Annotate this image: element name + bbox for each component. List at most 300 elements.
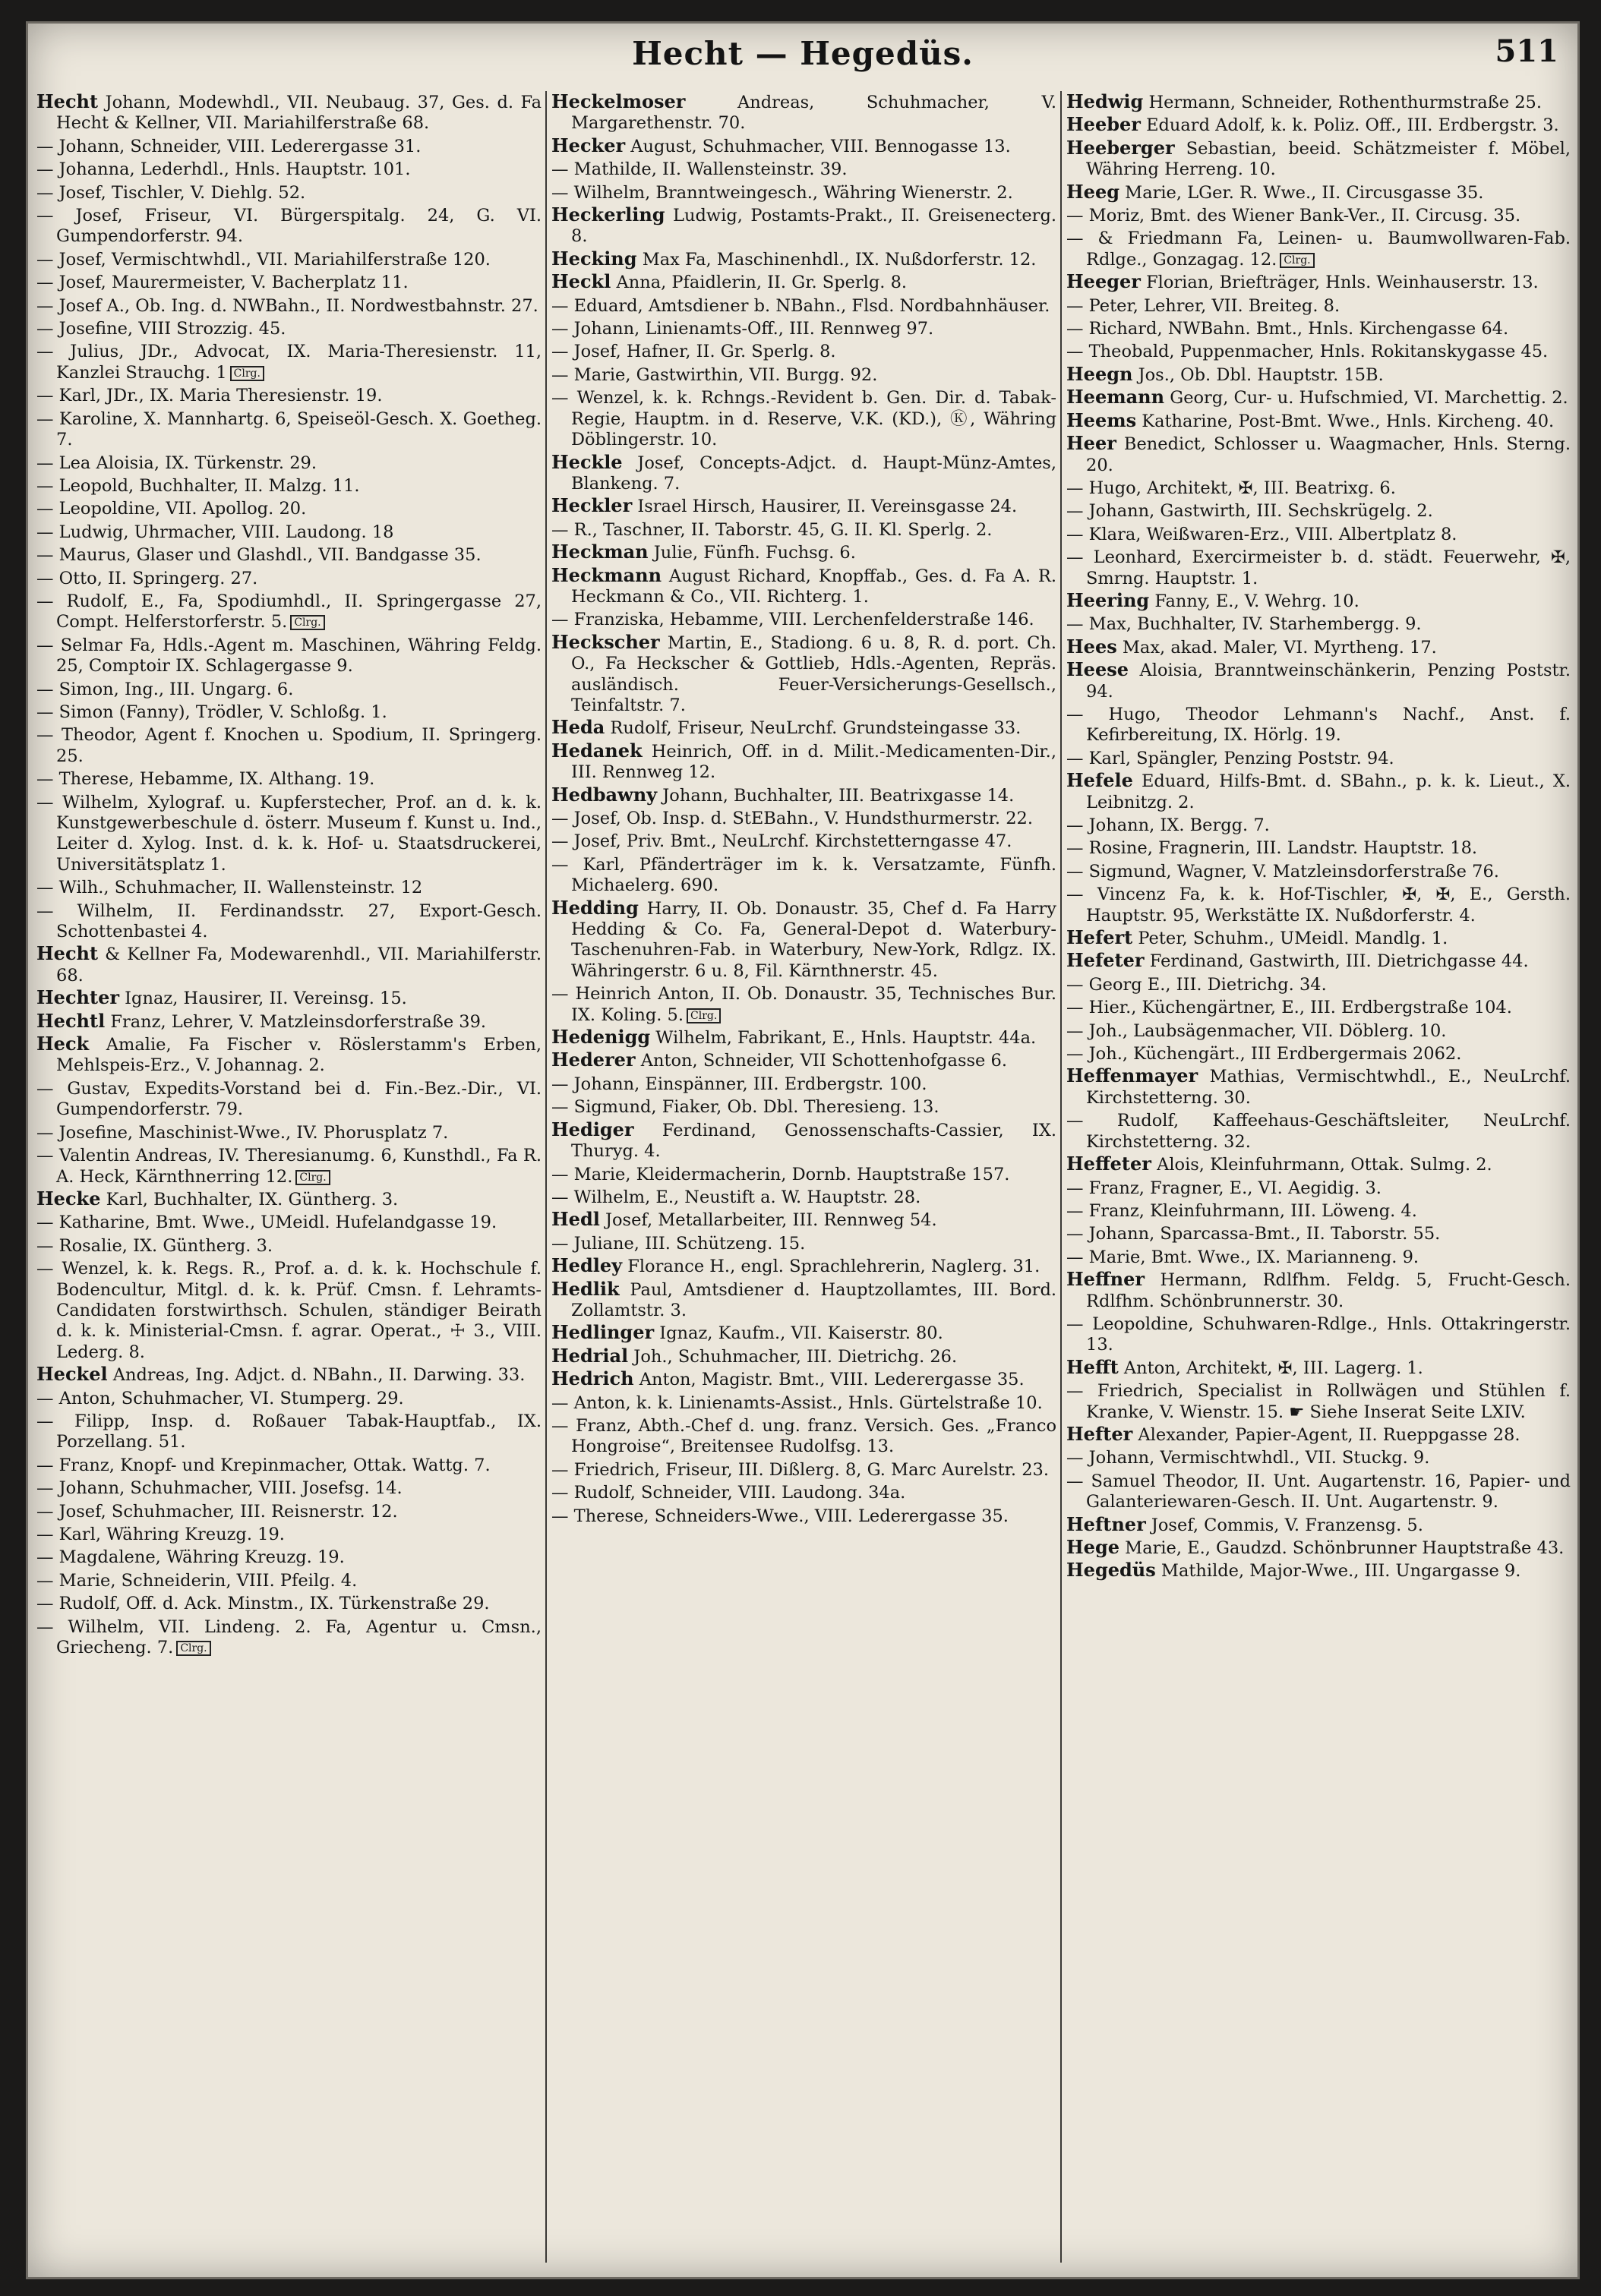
entry-text: — Josefine, Maschinist-Wwe., IV. Phorusplatz 7.	[36, 1122, 449, 1143]
entry-surname: Heckel	[36, 1363, 108, 1386]
directory-entry	[551, 271, 1056, 293]
entry-text: — Josefine, VIII Strozzig. 45.	[36, 319, 286, 339]
entry-text: — Marie, Gastwirthin, VII. Burgg. 92.	[551, 364, 878, 385]
directory-page	[26, 21, 1580, 2279]
entry-text: — Wilhelm, Xylograf. u. Kupferstecher, Prof. an d. k. k. Kunstgewerbeschule d. österr. Museum f. Kunst u. Ind., Leiter d. Xylog. Inst. d. k. k. Hof- u. Staatsdruckerei, Universitätsplatz 1.	[36, 792, 542, 875]
entry-surname: Hedding	[551, 896, 639, 919]
entry-text: Wilhelm, Fabrikant, E., Hnls. Hauptstr. 44a.	[650, 1028, 1037, 1049]
entry-surname: Heckman	[551, 541, 649, 563]
entry-text: — Vincenz Fa, k. k. Hof-Tischler, ✠, ✠, E., Gersth. Hauptstr. 95, Werkstätte IX. Nußdorferstr. 4.	[1066, 885, 1571, 926]
entry-text: — Leopoldine, VII. Apollog. 20.	[36, 499, 307, 519]
entry-text: — Rosalie, IX. Güntherg. 3.	[36, 1235, 273, 1256]
directory-entry	[1066, 927, 1571, 949]
directory-entry	[1066, 271, 1571, 293]
entry-text: — Josef, Ob. Insp. d. StEBahn., V. Hundsthurmerstr. 22.	[551, 809, 1033, 828]
entry-text: — Johann, Schneider, VIII. Lederergasse 31.	[36, 136, 422, 156]
entry-text: — Therese, Schneiders-Wwe., VIII. Lederergasse 35.	[551, 1506, 1009, 1526]
directory-entry	[1066, 1313, 1571, 1356]
directory-entry	[551, 158, 1056, 180]
directory-entry	[551, 1345, 1056, 1367]
clrg-badge: Clrg.	[295, 1170, 330, 1185]
entry-text: — Rudolf, E., Fa, Spodiumhdl., II. Springergasse 27, Compt. Helferstorferstr. 5.	[36, 591, 542, 632]
entry-surname: Hecke	[36, 1187, 101, 1210]
entry-surname: Hege	[1066, 1536, 1119, 1558]
entry-surname: Hedanek	[551, 739, 643, 762]
entry-surname: Hechter	[36, 986, 120, 1009]
entry-surname: Hefele	[1066, 769, 1133, 792]
column-3	[1066, 91, 1571, 2263]
entry-text: — Josef, Priv. Bmt., NeuLrchf. Kirchstetterngasse 47.	[551, 831, 1012, 852]
directory-entry	[36, 181, 542, 203]
entry-text: — & Friedmann Fa, Leinen- u. Baumwollwaren-Fab. Rdlge., Gonzagag. 12.	[1066, 229, 1571, 270]
clrg-badge: Clrg.	[230, 366, 264, 381]
entry-surname: Hecht	[36, 942, 99, 965]
entry-text: Florian, Briefträger, Hnls. Weinhauserstr. 13.	[1140, 273, 1539, 293]
entry-text: — Hier., Küchengärtner, E., III. Erdbergstraße 104.	[1066, 998, 1512, 1018]
directory-entry	[36, 701, 542, 723]
entry-text: — Franz, Fragner, E., VI. Aegidig. 3.	[1066, 1178, 1382, 1198]
entry-text: — Samuel Theodor, II. Unt. Augartenstr. 16, Papier- und Galanteriewaren-Gesch. II. Unt. Augartenstr. 9.	[1066, 1471, 1571, 1512]
directory-entry	[36, 768, 542, 790]
entry-text: — Wilh., Schuhmacher, II. Wallensteinstr. 12	[36, 878, 423, 898]
entry-surname: Heems	[1066, 408, 1137, 431]
directory-entry	[1066, 659, 1571, 702]
entry-surname: Hedrich	[551, 1367, 634, 1390]
entry-text: — Josef, Maurermeister, V. Bacherplatz 11.	[36, 273, 409, 293]
directory-entry	[1066, 1446, 1571, 1468]
entry-surname: Heckmann	[551, 563, 662, 586]
entry-surname: Heckle	[551, 450, 623, 473]
entry-text: — Josef, Hafner, II. Gr. Sperlg. 8.	[551, 342, 836, 362]
entry-text: Anton, Architekt, ✠, III. Lagerg. 1.	[1118, 1358, 1423, 1378]
entry-text: — Rudolf, Off. d. Ack. Minstm., IX. Türkenstraße 29.	[36, 1594, 490, 1614]
directory-entry	[1066, 814, 1571, 836]
directory-entry	[551, 1073, 1056, 1095]
columns	[36, 91, 1571, 2263]
entry-text: — Karl, Pfänderträger im k. k. Versatzamte, Fünfh. Michaelerg. 690.	[551, 854, 1056, 896]
entry-text: Aloisia, Branntweinschänkerin, Penzing Poststr. 94.	[1086, 661, 1571, 702]
entry-text: — Marie, Schneiderin, VIII. Pfeilg. 4.	[36, 1570, 358, 1591]
directory-entry	[1066, 181, 1571, 203]
directory-entry	[1066, 1109, 1571, 1153]
entry-text: Marie, E., Gaudzd. Schönbrunner Hauptstraße 43.	[1119, 1538, 1565, 1558]
entry-text: — Magdalene, Währing Kreuzg. 19.	[36, 1547, 345, 1568]
entry-text: Franz, Lehrer, V. Matzleinsdorferstraße 39.	[105, 1011, 487, 1032]
entry-text: — Karl, Spängler, Penzing Poststr. 94.	[1066, 748, 1394, 768]
entry-surname: Hecht	[36, 91, 99, 112]
entry-surname: Heeber	[1066, 113, 1141, 136]
entry-text: Benedict, Schlosser u. Waagmacher, Hnls. Sterng. 20.	[1086, 434, 1571, 475]
directory-entry	[36, 1011, 542, 1033]
directory-entry	[36, 1546, 542, 1568]
entry-text: — Marie, Kleidermacherin, Dornb. Hauptstraße 157.	[551, 1164, 1010, 1184]
directory-entry	[1066, 1153, 1571, 1175]
entry-text: — Max, Buchhalter, IV. Starhembergg. 9.	[1066, 614, 1422, 635]
entry-text: Eduard, Hilfs-Bmt. d. SBahn., p. k. k. Lieut., X. Leibnitzg. 2.	[1086, 771, 1571, 812]
directory-entry	[551, 204, 1056, 248]
entry-surname: Hedlik	[551, 1277, 620, 1300]
directory-entry	[1066, 747, 1571, 769]
entry-text: Florance H., engl. Sprachlehrerin, Naglerg. 31.	[622, 1257, 1040, 1277]
directory-entry	[551, 1255, 1056, 1277]
directory-entry	[36, 384, 542, 406]
directory-entry	[1066, 1177, 1571, 1199]
directory-entry	[551, 135, 1056, 157]
entry-surname: Heeg	[1066, 180, 1119, 203]
directory-entry	[1066, 433, 1571, 476]
directory-entry	[36, 91, 542, 134]
entry-text: — Wenzel, k. k. Regs. R., Prof. a. d. k. k. Hochschule f. Bodencultur, Mitgl. d. k. k. Prüf. Cmsn. f. Lehramts-Candidaten forstwirthsch. Schulen, ständiger Beirath d. k. k. Ministerial-Cmsn. f. agrar. Operat., ☩ 3., VIII. Lederg. 8.	[36, 1259, 542, 1362]
directory-entry	[36, 590, 542, 633]
directory-entry	[1066, 91, 1571, 113]
entry-surname: Heckscher	[551, 630, 660, 653]
entry-text: Martin, E., Stadiong. 6 u. 8, R. d. port. Ch. O., Fa Heckscher & Gottlieb, Hdls.-Agenten, Repräs. ausländisch. Feuer-Versicherungs-Gesellsch., Teinfaltstr. 7.	[571, 632, 1056, 715]
directory-entry	[36, 634, 542, 677]
directory-entry	[551, 386, 1056, 450]
entry-text: — Hugo, Theodor Lehmann's Nachf., Anst. f. Kefirbereitung, IX. Hörlg. 19.	[1066, 704, 1571, 746]
entry-text: — Peter, Lehrer, VII. Breiteg. 8.	[1066, 295, 1340, 316]
directory-entry	[1066, 770, 1571, 813]
entry-surname: Heeger	[1066, 270, 1141, 293]
entry-text: Heinrich, Off. in d. Milit.-Medicamenten-Dir., III. Rennweg 12.	[571, 741, 1056, 783]
entry-text: — Karl, Währing Kreuzg. 19.	[36, 1525, 285, 1544]
entry-text: Anton, Magistr. Bmt., VIII. Lederergasse 35.	[633, 1370, 1025, 1390]
directory-entry	[551, 717, 1056, 739]
entry-text: — Leopold, Buchhalter, II. Malzg. 11.	[36, 475, 360, 496]
entry-text: — Simon (Fanny), Trödler, V. Schloßg. 1.	[36, 702, 387, 722]
entry-text: — Otto, II. Springerg. 27.	[36, 568, 258, 588]
directory-entry	[1066, 1222, 1571, 1244]
directory-entry	[36, 1235, 542, 1257]
directory-entry	[36, 158, 542, 180]
directory-entry	[1066, 386, 1571, 408]
entry-text: August, Schuhmacher, VIII. Bennogasse 13.	[625, 136, 1011, 156]
directory-entry	[1066, 973, 1571, 995]
entry-text: — Julius, JDr., Advocat, IX. Maria-Theresienstr. 11, Kanzlei Strauchg. 1	[36, 342, 542, 383]
directory-entry	[1066, 114, 1571, 136]
clrg-badge: Clrg.	[1280, 253, 1314, 268]
entry-text: Paul, Amtsdiener d. Hauptzollamtes, III. Bord. Zollamtstr. 3.	[571, 1279, 1056, 1320]
entry-text: — Wenzel, k. k. Rchngs.-Revident b. Gen. Dir. d. Tabak-Regie, Hauptm. in d. Reserve, V.K. (KD.), Ⓚ, Währing Döblingerstr. 10.	[551, 388, 1056, 450]
directory-entry	[551, 1232, 1056, 1254]
directory-entry	[1066, 364, 1571, 386]
directory-entry	[36, 135, 542, 157]
entry-text: Ferdinand, Gastwirth, III. Dietrichgasse 44.	[1144, 951, 1529, 972]
directory-entry	[36, 271, 542, 293]
entry-text: — Moriz, Bmt. des Wiener Bank-Ver., II. Circusg. 35.	[1066, 206, 1521, 226]
entry-text: Karl, Buchhalter, IX. Güntherg. 3.	[100, 1189, 399, 1210]
entry-text: — Selmar Fa, Hdls.-Agent m. Maschinen, Währing Feldg. 25, Comptoir IX. Schlagergasse 9.	[36, 635, 542, 676]
entry-text: Anna, Pfaidlerin, II. Gr. Sperlg. 8.	[611, 273, 908, 293]
entry-text: — Rudolf, Kaffeehaus-Geschäftsleiter, NeuLrchf. Kirchstetterng. 32.	[1066, 1111, 1571, 1152]
entry-text: — Filipp, Insp. d. Roßauer Tabak-Hauptfab., IX. Porzellang. 51.	[36, 1411, 542, 1452]
page-title: Hecht — Hegedüs.	[632, 35, 974, 72]
entry-text: — Rudolf, Schneider, VIII. Laudong. 34a.	[551, 1483, 906, 1503]
directory-entry	[1066, 1357, 1571, 1379]
entry-text: Josef, Concepts-Adjct. d. Haupt-Münz-Amtes, Blankeng. 7.	[571, 453, 1056, 494]
entry-text: — Gustav, Expedits-Vorstand bei d. Fin.-Bez.-Dir., VI. Gumpendorferstr. 79.	[36, 1078, 542, 1120]
directory-entry	[36, 1033, 542, 1077]
directory-entry	[551, 1209, 1056, 1231]
directory-entry	[1066, 590, 1571, 612]
entry-surname: Heegn	[1066, 362, 1133, 385]
directory-entry	[36, 876, 542, 898]
entry-text: Marie, LGer. R. Wwe., II. Circusgasse 35.	[1119, 182, 1484, 203]
entry-text: — Wilhelm, II. Ferdinandsstr. 27, Export-Gesch. Schottenbastei 4.	[36, 900, 542, 942]
directory-entry	[36, 1454, 542, 1476]
directory-entry	[36, 1144, 542, 1187]
directory-entry	[551, 632, 1056, 717]
directory-entry	[36, 1121, 542, 1143]
entry-text: Katharine, Post-Bmt. Wwe., Hnls. Kircheng. 40.	[1136, 411, 1555, 431]
column-2	[551, 91, 1056, 2263]
directory-entry	[1066, 1246, 1571, 1268]
directory-entry	[36, 452, 542, 474]
entry-surname: Heftner	[1066, 1512, 1146, 1535]
directory-entry	[551, 1368, 1056, 1390]
directory-entry	[1066, 1020, 1571, 1042]
entry-surname: Hees	[1066, 635, 1117, 658]
directory-entry	[1066, 837, 1571, 859]
page-header	[26, 29, 1580, 82]
entry-text: Ferdinand, Genossenschafts-Cassier, IX. Thuryg. 4.	[571, 1120, 1056, 1162]
entry-text: August Richard, Knopffab., Ges. d. Fa A. R. Heckmann & Co., VII. Richterg. 1.	[571, 566, 1056, 607]
entry-surname: Heese	[1066, 658, 1129, 681]
entry-text: — Franz, Knopf- und Krepinmacher, Ottak. Wattg. 7.	[36, 1455, 491, 1475]
entry-text: Mathilde, Major-Wwe., III. Ungargasse 9.	[1155, 1561, 1521, 1582]
entry-text: — Joh., Küchengärt., III Erdbergermais 2062.	[1066, 1044, 1462, 1064]
directory-entry	[551, 452, 1056, 495]
directory-entry	[1066, 703, 1571, 746]
entry-text: — Johann, Sparcassa-Bmt., II. Taborstr. 55.	[1066, 1224, 1441, 1244]
entry-text: — Friedrich, Specialist in Rollwägen und Stühlen f. Kranke, V. Wienstr. 15. ☛ Siehe Inserat Seite LXIV.	[1066, 1381, 1571, 1422]
entry-text: Alois, Kleinfuhrmann, Ottak. Sulmg. 2.	[1151, 1155, 1492, 1175]
directory-entry	[1066, 340, 1571, 362]
directory-entry	[1066, 1514, 1571, 1536]
entry-text: — Franz, Kleinfuhrmann, III. Löweng. 4.	[1066, 1200, 1417, 1221]
entry-text: Rudolf, Friseur, NeuLrchf. Grundsteingasse 33.	[605, 718, 1022, 739]
directory-entry	[1066, 317, 1571, 339]
entry-surname: Hefft	[1066, 1355, 1119, 1378]
entry-surname: Hedwig	[1066, 91, 1144, 112]
directory-entry	[1066, 477, 1571, 499]
entry-surname: Hecker	[551, 134, 626, 156]
entry-surname: Hedrial	[551, 1344, 629, 1367]
entry-text: & Kellner Fa, Modewarenhdl., VII. Mariahilferstr. 68.	[56, 945, 542, 986]
entry-text: — Johann, Schuhmacher, VIII. Josefsg. 14.	[36, 1478, 403, 1499]
entry-surname: Hedlinger	[551, 1321, 655, 1344]
directory-entry	[36, 1569, 542, 1591]
entry-text: — Johann, Vermischtwhdl., VII. Stuckg. 9.	[1066, 1448, 1430, 1468]
entry-text: — Anton, k. k. Linienamts-Assist., Hnls. Gürtelstraße 10.	[551, 1392, 1043, 1413]
entry-text: — Karoline, X. Mannhartg. 6, Speiseöl-Gesch. X. Goetheg. 7.	[36, 408, 542, 450]
entry-text: — Josef, Vermischtwhdl., VII. Mariahilferstraße 120.	[36, 249, 491, 270]
entry-text: Peter, Schuhm., UMeidl. Mandlg. 1.	[1132, 929, 1448, 949]
directory-entry	[551, 853, 1056, 897]
directory-entry	[551, 897, 1056, 982]
entry-text: — Anton, Schuhmacher, VI. Stumperg. 29.	[36, 1388, 404, 1408]
directory-entry	[36, 987, 542, 1009]
entry-surname: Hedenigg	[551, 1026, 651, 1049]
entry-text: Hermann, Schneider, Rothenthurmstraße 25.	[1143, 93, 1542, 112]
entry-surname: Heckl	[551, 270, 611, 293]
entry-text: Fanny, E., V. Wehrg. 10.	[1149, 591, 1359, 611]
directory-entry	[1066, 1537, 1571, 1559]
entry-text: Mathias, Vermischtwhdl., E., NeuLrchf. Kirchstetterng. 30.	[1086, 1067, 1571, 1108]
directory-entry	[36, 791, 542, 876]
directory-entry	[1066, 950, 1571, 972]
entry-surname: Hefter	[1066, 1422, 1133, 1445]
entry-text: — Therese, Hebamme, IX. Althang. 19.	[36, 769, 375, 790]
entry-surname: Hefert	[1066, 926, 1133, 949]
entry-text: — Franziska, Hebamme, VIII. Lerchenfelderstraße 146.	[551, 610, 1034, 630]
directory-entry	[1066, 410, 1571, 432]
directory-entry	[36, 295, 542, 317]
entry-surname: Heckler	[551, 494, 633, 517]
directory-entry	[36, 1364, 542, 1386]
directory-entry	[551, 495, 1056, 517]
entry-text: Sebastian, beeid. Schätzmeister f. Möbel, Währing Herreng. 10.	[1086, 138, 1571, 180]
directory-entry	[551, 982, 1056, 1026]
entry-text: — Karl, JDr., IX. Maria Theresienstr. 19.	[36, 386, 383, 406]
entry-text: — Joh., Laubsägenmacher, VII. Döblerg. 10.	[1066, 1020, 1447, 1041]
directory-entry	[551, 830, 1056, 852]
directory-entry	[36, 1616, 542, 1659]
entry-text: — Josef A., Ob. Ing. d. NWBahn., II. Nordwestbahnstr. 27.	[36, 295, 538, 316]
entry-text: — Theobald, Puppenmacher, Hnls. Rokitanskygasse 45.	[1066, 342, 1549, 362]
entry-text: — Theodor, Agent f. Knochen u. Spodium, II. Springerg. 25.	[36, 725, 542, 766]
directory-entry	[1066, 1065, 1571, 1109]
directory-entry	[36, 408, 542, 451]
directory-entry	[551, 519, 1056, 541]
directory-entry	[551, 1392, 1056, 1414]
directory-entry	[1066, 883, 1571, 926]
entry-surname: Hecking	[551, 247, 637, 270]
entry-text: — Johanna, Lederhdl., Hnls. Hauptstr. 101.	[36, 159, 411, 180]
directory-entry	[36, 1410, 542, 1453]
entry-text: Ludwig, Postamts-Prakt., II. Greisenecterg. 8.	[571, 206, 1056, 247]
directory-entry	[1066, 523, 1571, 545]
entry-surname: Hedl	[551, 1208, 600, 1231]
entry-text: Andreas, Schuhmacher, V. Margarethenstr. 70.	[571, 93, 1056, 134]
entry-surname: Hechtl	[36, 1009, 106, 1032]
entry-text: Johann, Buchhalter, III. Beatrixgasse 14.	[657, 785, 1015, 806]
directory-entry	[1066, 204, 1571, 226]
directory-entry	[1066, 227, 1571, 270]
directory-entry	[36, 317, 542, 339]
entry-surname: Heda	[551, 716, 605, 739]
entry-text: Julie, Fünfh. Fuchsg. 6.	[648, 543, 856, 563]
directory-entry	[36, 1387, 542, 1409]
directory-entry	[1066, 1042, 1571, 1064]
directory-entry	[551, 740, 1056, 784]
entry-text: — Wilhelm, E., Neustift a. W. Hauptstr. 28.	[551, 1187, 921, 1207]
directory-entry	[551, 1279, 1056, 1322]
entry-surname: Hedley	[551, 1254, 623, 1277]
entry-text: Joh., Schuhmacher, III. Dietrichg. 26.	[628, 1346, 958, 1367]
directory-entry	[36, 1077, 542, 1121]
directory-entry	[551, 1414, 1056, 1458]
directory-entry	[36, 1188, 542, 1210]
entry-text: Josef, Metallarbeiter, III. Rennweg 54.	[599, 1210, 937, 1231]
directory-entry	[1066, 996, 1571, 1018]
entry-text: Hermann, Rdlfhm. Feldg. 5, Frucht-Gesch. Rdlfhm. Schönbrunnerstr. 30.	[1086, 1270, 1571, 1311]
directory-entry	[36, 544, 542, 566]
entry-text: — Friedrich, Friseur, III. Dißlerg. 8, G. Marc Aurelstr. 23.	[551, 1459, 1050, 1480]
directory-entry	[1066, 137, 1571, 181]
directory-entry	[36, 943, 542, 986]
entry-text: — Wilhelm, VII. Lindeng. 2. Fa, Agentur u. Cmsn., Griecheng. 7.	[36, 1616, 542, 1658]
entry-text: Eduard Adolf, k. k. Poliz. Off., III. Erdbergstr. 3.	[1140, 115, 1559, 136]
directory-entry	[551, 317, 1056, 339]
directory-entry	[551, 1459, 1056, 1481]
entry-text: — Johann, Einspänner, III. Erdbergstr. 100.	[551, 1074, 927, 1094]
entry-text: Amalie, Fa Fischer v. Röslerstamm's Erben, Mehlspeis-Erz., V. Johannag. 2.	[56, 1035, 542, 1076]
entry-text: — Wilhelm, Branntweingesch., Währing Wienerstr. 2.	[551, 182, 1013, 203]
entry-text: Georg, Cur- u. Hufschmied, VI. Marchettig. 2.	[1164, 388, 1568, 408]
directory-entry	[1066, 295, 1571, 317]
directory-entry	[36, 1523, 542, 1545]
directory-entry	[36, 204, 542, 248]
entry-text: — Simon, Ing., III. Ungarg. 6.	[36, 679, 294, 699]
entry-text: — Josef, Friseur, VI. Bürgerspitalg. 24, G. VI. Gumpendorferstr. 94.	[36, 206, 542, 247]
entry-surname: Hediger	[551, 1118, 634, 1140]
entry-text: Anton, Schneider, VII Schottenhofgasse 6.	[635, 1051, 1007, 1071]
directory-entry	[36, 678, 542, 700]
entry-text: — Hugo, Architekt, ✠, III. Beatrixg. 6.	[1066, 478, 1396, 498]
directory-entry	[1066, 1424, 1571, 1446]
entry-text: — Sigmund, Fiaker, Ob. Dbl. Theresieng. 13.	[551, 1097, 939, 1118]
entry-surname: Heffner	[1066, 1268, 1145, 1291]
entry-text: — Leopoldine, Schuhwaren-Rdlge., Hnls. Ottakringerstr. 13.	[1066, 1314, 1571, 1355]
directory-entry	[36, 248, 542, 270]
entry-surname: Hederer	[551, 1049, 636, 1071]
column-1	[36, 91, 542, 2263]
entry-text: Israel Hirsch, Hausirer, II. Vereinsgasse 24.	[632, 497, 1018, 517]
directory-entry	[1066, 860, 1571, 882]
entry-surname: Hegedüs	[1066, 1559, 1156, 1582]
directory-entry	[1066, 1200, 1571, 1222]
directory-entry	[551, 1049, 1056, 1071]
directory-entry	[1066, 613, 1571, 635]
directory-entry	[36, 567, 542, 589]
directory-entry	[551, 784, 1056, 806]
entry-text: — Johann, Gastwirth, III. Sechskrügelg. 2.	[1066, 501, 1433, 522]
entry-text: — Klara, Weißwaren-Erz., VIII. Albertplatz 8.	[1066, 524, 1457, 544]
directory-entry	[551, 340, 1056, 362]
clrg-badge: Clrg.	[176, 1641, 210, 1656]
entry-text: Josef, Commis, V. Franzensg. 5.	[1145, 1515, 1423, 1535]
directory-entry	[1066, 546, 1571, 589]
directory-entry	[551, 608, 1056, 630]
directory-entry	[551, 807, 1056, 829]
entry-text: — Josef, Tischler, V. Diehlg. 52.	[36, 182, 306, 203]
entry-text: — Marie, Bmt. Wwe., IX. Marianneng. 9.	[1066, 1247, 1419, 1267]
directory-entry	[1066, 636, 1571, 658]
entry-surname: Heckerling	[551, 203, 665, 226]
directory-entry	[1066, 1269, 1571, 1312]
entry-surname: Heck	[36, 1033, 90, 1055]
directory-entry	[1066, 1380, 1571, 1423]
directory-entry	[551, 541, 1056, 563]
entry-surname: Heffenmayer	[1066, 1064, 1198, 1087]
directory-entry	[36, 1592, 542, 1614]
entry-text: Ignaz, Hausirer, II. Vereinsg. 15.	[119, 989, 407, 1009]
directory-entry	[551, 1163, 1056, 1185]
directory-entry	[36, 1500, 542, 1522]
directory-entry	[551, 1186, 1056, 1208]
directory-entry	[551, 364, 1056, 386]
